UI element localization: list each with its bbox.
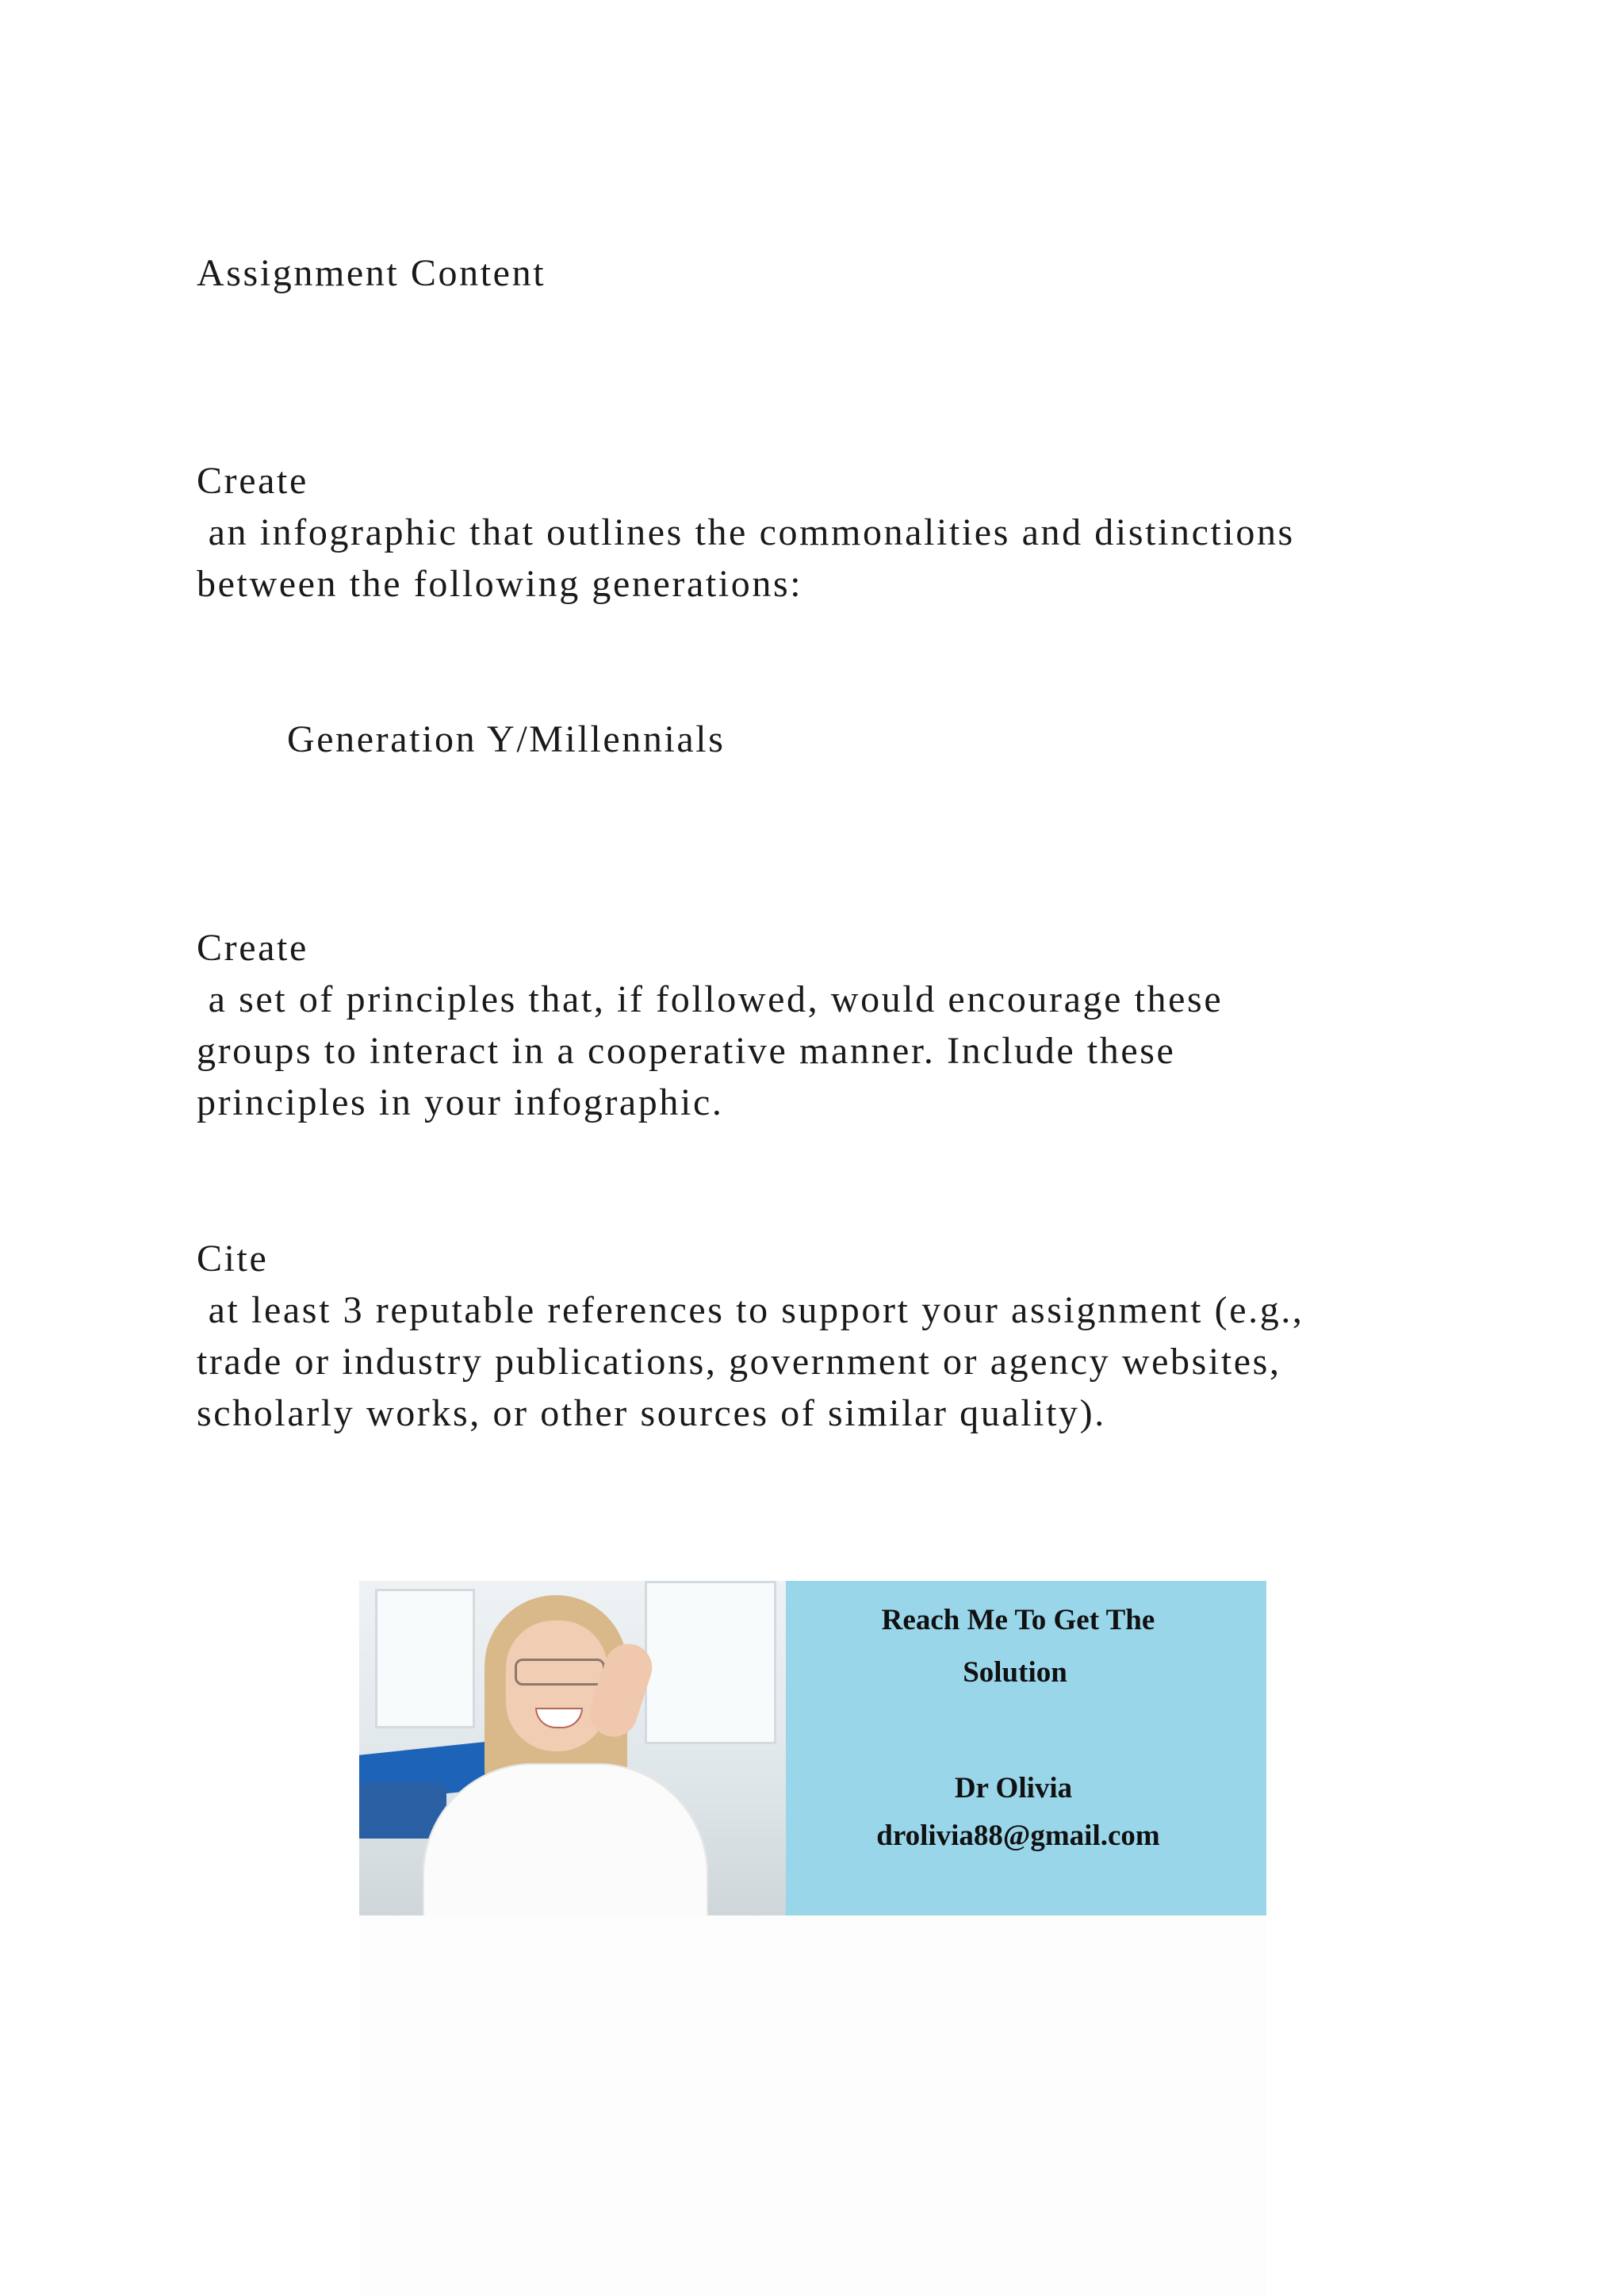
instruction-line: scholarly works, or other sources of similar quality). xyxy=(197,1392,1106,1434)
instruction-line: an infographic that outlines the commonalities and distinctions xyxy=(197,511,1295,553)
contact-banner xyxy=(359,1581,1266,1915)
instruction-line: Create xyxy=(197,927,308,969)
contact-name: Dr Olivia xyxy=(954,1772,1073,1804)
instruction-create-infographic xyxy=(197,455,1295,610)
contact-email: drolivia88@gmail.com xyxy=(876,1820,1160,1852)
instruction-line: Cite xyxy=(197,1238,269,1280)
woman-photo xyxy=(359,1581,786,1915)
instruction-line: between the following generations: xyxy=(197,563,803,605)
instruction-line: at least 3 reputable references to support your assignment (e.g., xyxy=(197,1289,1304,1331)
instruction-line: principles in your infographic. xyxy=(197,1081,724,1123)
promo-heading: Solution xyxy=(963,1656,1067,1689)
instruction-line: Create xyxy=(197,460,308,502)
instruction-create-principles xyxy=(197,922,1223,1128)
instruction-cite-references xyxy=(197,1233,1304,1439)
instruction-line: trade or industry publications, government or agency websites, xyxy=(197,1341,1281,1383)
contact-info-box xyxy=(786,1581,1266,1915)
blank-area xyxy=(359,1915,1266,2296)
page-title: Assignment Content xyxy=(197,252,546,294)
instruction-line: a set of principles that, if followed, would encourage these xyxy=(197,978,1224,1020)
instruction-line: groups to interact in a cooperative manner. Include these xyxy=(197,1030,1176,1072)
promo-heading: Reach Me To Get The xyxy=(881,1604,1155,1636)
generation-item: Generation Y/Millennials xyxy=(287,718,726,760)
